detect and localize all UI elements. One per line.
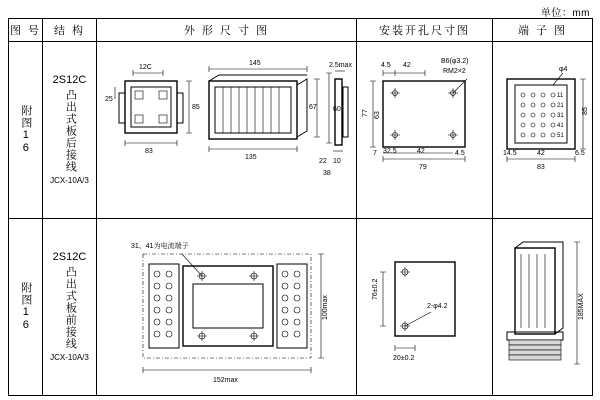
svg-text:145: 145 (249, 60, 261, 67)
row2-cutout-drawing (357, 219, 493, 396)
row1-outline-drawing (97, 42, 357, 219)
row1-structure-model: JCX-10A/3 (50, 176, 89, 186)
row2-fig-no (9, 219, 43, 396)
row1-structure-code: 2S12C (52, 73, 87, 86)
svg-text:2-φ4.2: 2-φ4.2 (427, 303, 448, 310)
header-fig-no: 图 号 (9, 19, 43, 42)
svg-text:6.5: 6.5 (575, 150, 585, 157)
row1-structure (43, 42, 97, 219)
header-terminal: 端 子 图 (493, 19, 593, 42)
svg-text:32.5: 32.5 (383, 148, 397, 155)
svg-text:67: 67 (309, 104, 317, 111)
svg-text:RM2×2: RM2×2 (443, 68, 466, 75)
row2-terminal-drawing (493, 219, 593, 396)
svg-text:4.5: 4.5 (381, 62, 391, 69)
svg-text:22: 22 (319, 158, 327, 165)
specification-table (8, 18, 593, 396)
svg-text:41: 41 (557, 123, 564, 129)
svg-text:4.5: 4.5 (455, 150, 465, 157)
row2-structure-name: 凸出式板前接线 (64, 266, 77, 351)
svg-text:14.5: 14.5 (503, 150, 517, 157)
svg-text:42: 42 (403, 62, 411, 69)
svg-text:φ4: φ4 (559, 66, 568, 73)
svg-text:152max: 152max (213, 377, 238, 384)
svg-text:135: 135 (245, 154, 257, 161)
row1-fig-no (9, 42, 43, 219)
row1-cutout-drawing (357, 42, 493, 219)
svg-text:7: 7 (373, 150, 377, 157)
svg-text:63: 63 (374, 111, 381, 119)
svg-text:185MAX: 185MAX (578, 293, 585, 320)
row1-structure-name: 凸出式板后接线 (64, 89, 77, 174)
svg-text:76±0.2: 76±0.2 (372, 278, 379, 300)
svg-text:100max: 100max (322, 295, 329, 320)
svg-text:60: 60 (333, 106, 341, 113)
svg-text:83: 83 (537, 164, 545, 171)
row2-fig-no-label: 附图16 (19, 282, 32, 332)
row1-fig-no-label: 附图16 (19, 105, 32, 155)
svg-text:20±0.2: 20±0.2 (393, 355, 415, 362)
svg-text:25: 25 (105, 96, 113, 103)
svg-text:42: 42 (417, 148, 425, 155)
header-panel-cutout: 安装开孔尺寸图 (357, 19, 493, 42)
svg-text:21: 21 (557, 103, 564, 109)
svg-text:79: 79 (419, 164, 427, 171)
svg-text:10: 10 (333, 158, 341, 165)
row2-outline-drawing (97, 219, 357, 396)
svg-text:2.5max: 2.5max (329, 62, 352, 69)
row1-terminal-drawing (493, 42, 593, 219)
row2-structure-model: JCX-10A/3 (50, 353, 89, 363)
row2-structure-code: 2S12C (52, 250, 87, 263)
svg-text:12C: 12C (139, 64, 152, 71)
row2-structure (43, 219, 97, 396)
table-row (9, 42, 593, 219)
svg-text:42: 42 (537, 150, 545, 157)
svg-text:83: 83 (145, 148, 153, 155)
header-structure: 结 构 (43, 19, 97, 42)
svg-text:38: 38 (323, 170, 331, 177)
header-outline: 外 形 尺 寸 图 (97, 19, 357, 42)
svg-text:51: 51 (557, 133, 564, 139)
svg-text:11: 11 (557, 93, 564, 99)
svg-text:77: 77 (362, 109, 369, 117)
unit-note: 单位：mm (540, 8, 590, 19)
svg-text:85: 85 (192, 104, 200, 111)
svg-text:B6(φ3.2): B6(φ3.2) (441, 58, 469, 65)
table-header-row (9, 19, 593, 42)
svg-text:31: 31 (557, 113, 564, 119)
table-row (9, 219, 593, 396)
row2-current-terminal-note: 31、41为电流端子 (131, 243, 189, 250)
svg-text:85: 85 (582, 107, 589, 115)
